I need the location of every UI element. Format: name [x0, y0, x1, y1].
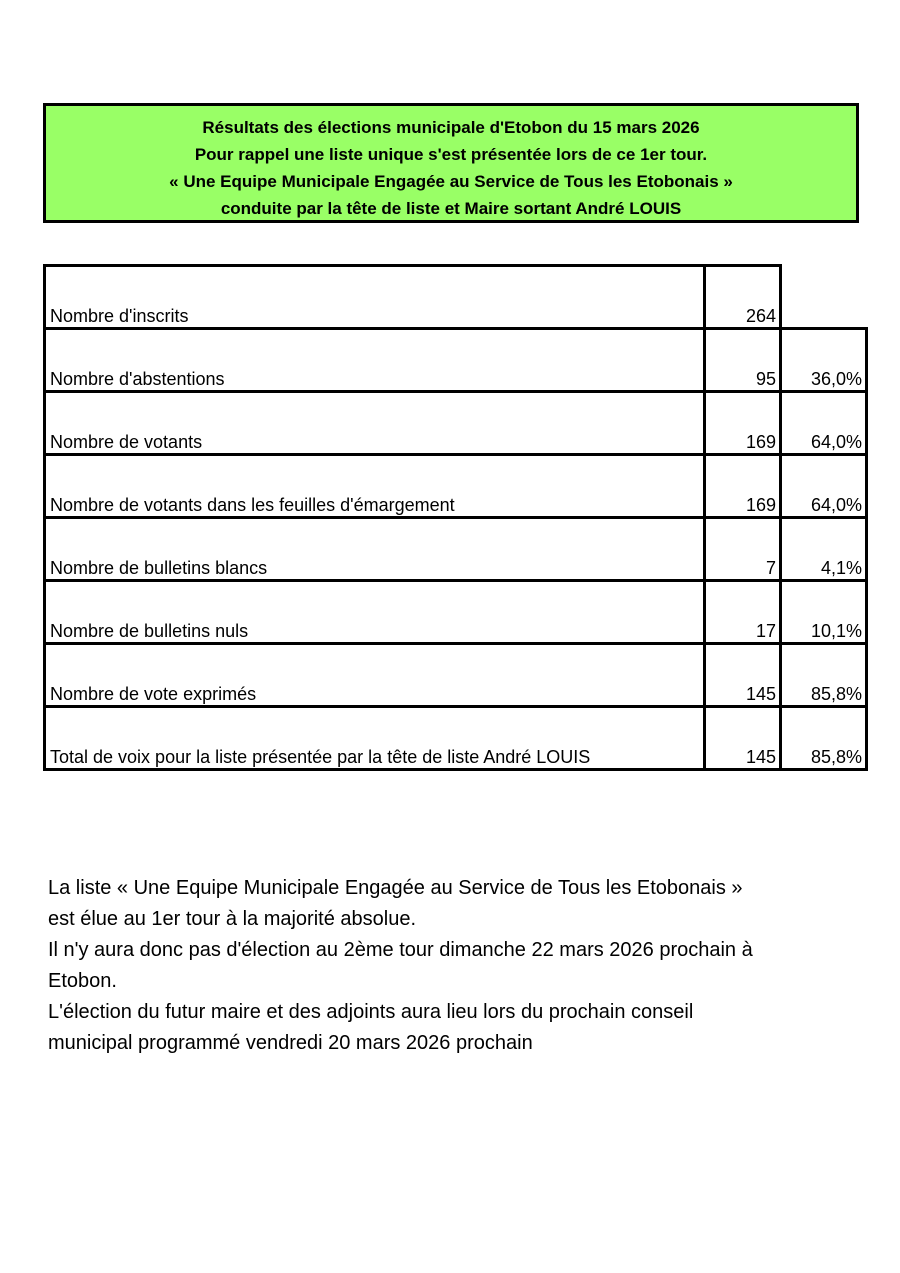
row-label: Nombre de bulletins nuls: [45, 581, 705, 644]
row-label: Nombre de votants dans les feuilles d'émargement: [45, 455, 705, 518]
row-count: 95: [705, 329, 781, 392]
table-row: [45, 707, 867, 770]
table-row: [45, 518, 867, 581]
table-row: [45, 329, 867, 392]
row-percent: 36,0%: [781, 329, 867, 392]
row-percent: 85,8%: [781, 707, 867, 770]
row-count: 145: [705, 644, 781, 707]
conclusion-line: Il n'y aura donc pas d'élection au 2ème tour dimanche 22 mars 2026 prochain à: [48, 939, 753, 961]
row-count: 145: [705, 707, 781, 770]
row-count: 7: [705, 518, 781, 581]
conclusion-line: L'élection du futur maire et des adjoints aura lieu lors du prochain conseil: [48, 1001, 694, 1023]
row-percent: 10,1%: [781, 581, 867, 644]
row-label: Nombre de bulletins blancs: [45, 518, 705, 581]
row-label: Nombre d'inscrits: [45, 266, 705, 329]
row-percent: 4,1%: [781, 518, 867, 581]
header-title: Résultats des élections municipale d'Etobon du 15 mars 2026: [202, 118, 700, 137]
conclusion-line: est élue au 1er tour à la majorité absolue.: [48, 908, 416, 930]
conclusion-text: [48, 873, 848, 1059]
row-label: Nombre de vote exprimés: [45, 644, 705, 707]
row-percent: [781, 266, 867, 329]
row-count: 169: [705, 455, 781, 518]
results-table: [43, 264, 868, 771]
row-label: Total de voix pour la liste présentée par la tête de liste André LOUIS: [45, 707, 705, 770]
header-reminder: Pour rappel une liste unique s'est présentée lors de ce 1er tour.: [194, 145, 708, 164]
row-label: Nombre d'abstentions: [45, 329, 705, 392]
header-list-name: « Une Equipe Municipale Engagée au Service de Tous les Etobonais »: [169, 172, 733, 191]
header-list-leader: conduite par la tête de liste et Maire sortant André LOUIS: [220, 199, 682, 218]
conclusion-line: La liste « Une Equipe Municipale Engagée au Service de Tous les Etobonais »: [48, 877, 743, 899]
results-header-box: [43, 103, 859, 223]
row-percent: 64,0%: [781, 455, 867, 518]
table-row: [45, 266, 867, 329]
table-row: [45, 455, 867, 518]
conclusion-line: municipal programmé vendredi 20 mars 2026 prochain: [48, 1032, 533, 1054]
table-row: [45, 644, 867, 707]
row-count: 264: [705, 266, 781, 329]
table-row: [45, 392, 867, 455]
table-row: [45, 581, 867, 644]
conclusion-line: Etobon.: [48, 970, 117, 992]
row-percent: 85,8%: [781, 644, 867, 707]
row-count: 17: [705, 581, 781, 644]
row-percent: 64,0%: [781, 392, 867, 455]
row-label: Nombre de votants: [45, 392, 705, 455]
row-count: 169: [705, 392, 781, 455]
